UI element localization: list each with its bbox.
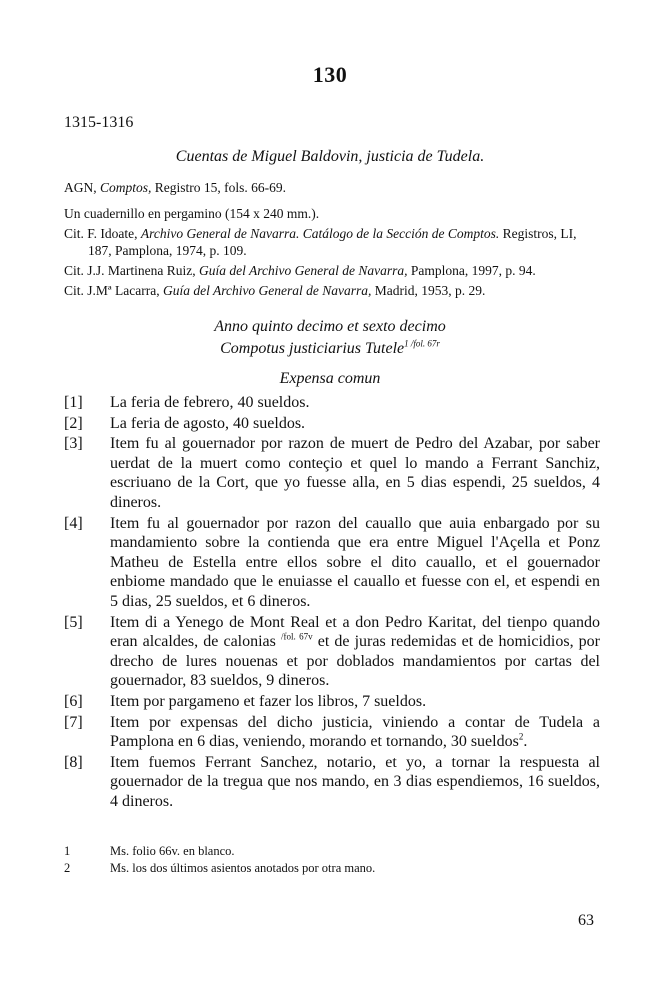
entry-number: [8] [64, 753, 83, 771]
entry-item [64, 434, 600, 512]
reference-item [64, 205, 600, 222]
document-number: 130 [312, 62, 348, 87]
entry-item [64, 393, 600, 413]
footnotes [64, 843, 600, 877]
entry-text-continued: et de juras redemidas et de homicidios, por drecho de lures nouenas et por doblados mandamientos por cartas del gouernador, 83 sueldos, 9 dineros. [110, 633, 601, 690]
reference-italic: Guía del Archivo General de Navarra, [199, 263, 408, 278]
reference-item [64, 262, 600, 279]
document-date: 1315-1316 [64, 114, 134, 131]
entry-item [64, 753, 600, 812]
entry-number: [6] [64, 692, 83, 710]
reference-item [64, 282, 600, 299]
reference-text: Registros, LI, 187, Pamplona, 1974, p. 109. [88, 226, 577, 258]
entry-text: Item fu al gouernador por razon de muert de Pedro del Azabar, por saber uerdat de la muert como conteçio et quel lo mando a Ferrant Sanchiz, escriuano de la Cort, que yo fuesse alla, en 5 dias espendi, 25 sueldos, 4 dineros. [110, 435, 600, 511]
entry-item [64, 613, 600, 691]
footnote-text: Ms. los dos últimos asientos anotados por otra mano. [110, 861, 376, 875]
heading-compotus [60, 340, 600, 358]
entry-item [64, 514, 600, 612]
footnote-number: 1 [64, 844, 71, 858]
heading-compotus-text: Compotus justiciarius Tutele [220, 340, 405, 357]
entry-text: Item por expensas del dicho justicia, viniendo a contar de Tudela a Pamplona en 6 dias, veniendo, morando et tornando, 30 sueldos [110, 713, 600, 751]
source-prefix: AGN, [64, 180, 100, 195]
reference-italic: Guía del Archivo General de Navarra, [162, 283, 372, 298]
entry-number: [1] [64, 394, 83, 411]
heading-year: Anno quinto decimo et sexto decimo [214, 318, 446, 335]
reference-text: Pamplona, 1997, p. 94. [407, 263, 536, 278]
entry-number: [4] [64, 514, 83, 532]
source-italic: Comptos, [100, 180, 152, 195]
entry-text: La feria de agosto, 40 sueldos. [110, 414, 306, 432]
footnote-reference: 2 [518, 731, 524, 742]
folio-marker: /fol. 67v [281, 631, 313, 642]
entry-text: Item fu al gouernador por razon del cauallo que auia enbargado por su mandamiento sobre la contienda que era entre Miguel l'Açella et Ponz Matheu de Estella entre ellos sobre el dito cauallo, et el gouernador enbiome mandado que le enuiasse el cauallo et fuesse con el, et espendi en 5 dias, 25 sueldos, et 6 dineros. [110, 514, 600, 610]
reference-text: Cit. F. Idoate, [64, 226, 141, 241]
reference-text: Cit. J.Mª Lacarra, [64, 283, 163, 298]
reference-text: Un cuadernillo en pergamino (154 x 240 mm.). [64, 206, 320, 221]
page-number: 63 [578, 912, 594, 929]
entry-item [64, 713, 600, 752]
reference-text: Madrid, 1953, p. 29. [371, 283, 486, 298]
entry-number: [7] [64, 713, 83, 731]
entry-item [64, 414, 600, 434]
entries-list [64, 393, 600, 812]
footnote-item [64, 860, 600, 877]
entry-number: [5] [64, 613, 83, 631]
entry-text: La feria de febrero, 40 sueldos. [110, 394, 310, 411]
source-suffix: Registro 15, fols. 66-69. [151, 180, 287, 195]
entry-text: Item por pargameno et fazer los libros, 7 sueldos. [110, 692, 427, 710]
entry-text-continued: . [523, 733, 528, 751]
footnote-number: 2 [64, 861, 71, 875]
heading-expensa: Expensa comun [279, 370, 381, 387]
footnote-text: Ms. folio 66v. en blanco. [110, 844, 235, 858]
entry-text: Item fuemos Ferrant Sanchez, notario, et yo, a tornar la respuesta al gouernador de la tregua que nos mando, en 3 dias espendiemos, 16 sueldos, 4 dineros. [110, 753, 600, 810]
entry-number: [3] [64, 435, 83, 453]
document-title: Cuentas de Miguel Baldovin, justicia de Tudela. [175, 148, 485, 165]
footnote-item [64, 843, 600, 860]
entry-text: Item di a Yenego de Mont Real et a don Pedro Karitat, del tienpo quando eran alcaldes, de calonias [110, 613, 600, 651]
entry-number: [2] [64, 414, 83, 432]
folio-marker: 1 /fol. 67r [404, 338, 440, 349]
reference-text: Cit. J.J. Martinena Ruiz, [64, 263, 199, 278]
references-list [64, 205, 600, 302]
reference-item [64, 225, 600, 259]
reference-italic: Archivo General de Navarra. Catálogo de la Sección de Comptos. [140, 226, 500, 241]
entry-item [64, 692, 600, 712]
archive-source [64, 180, 286, 196]
